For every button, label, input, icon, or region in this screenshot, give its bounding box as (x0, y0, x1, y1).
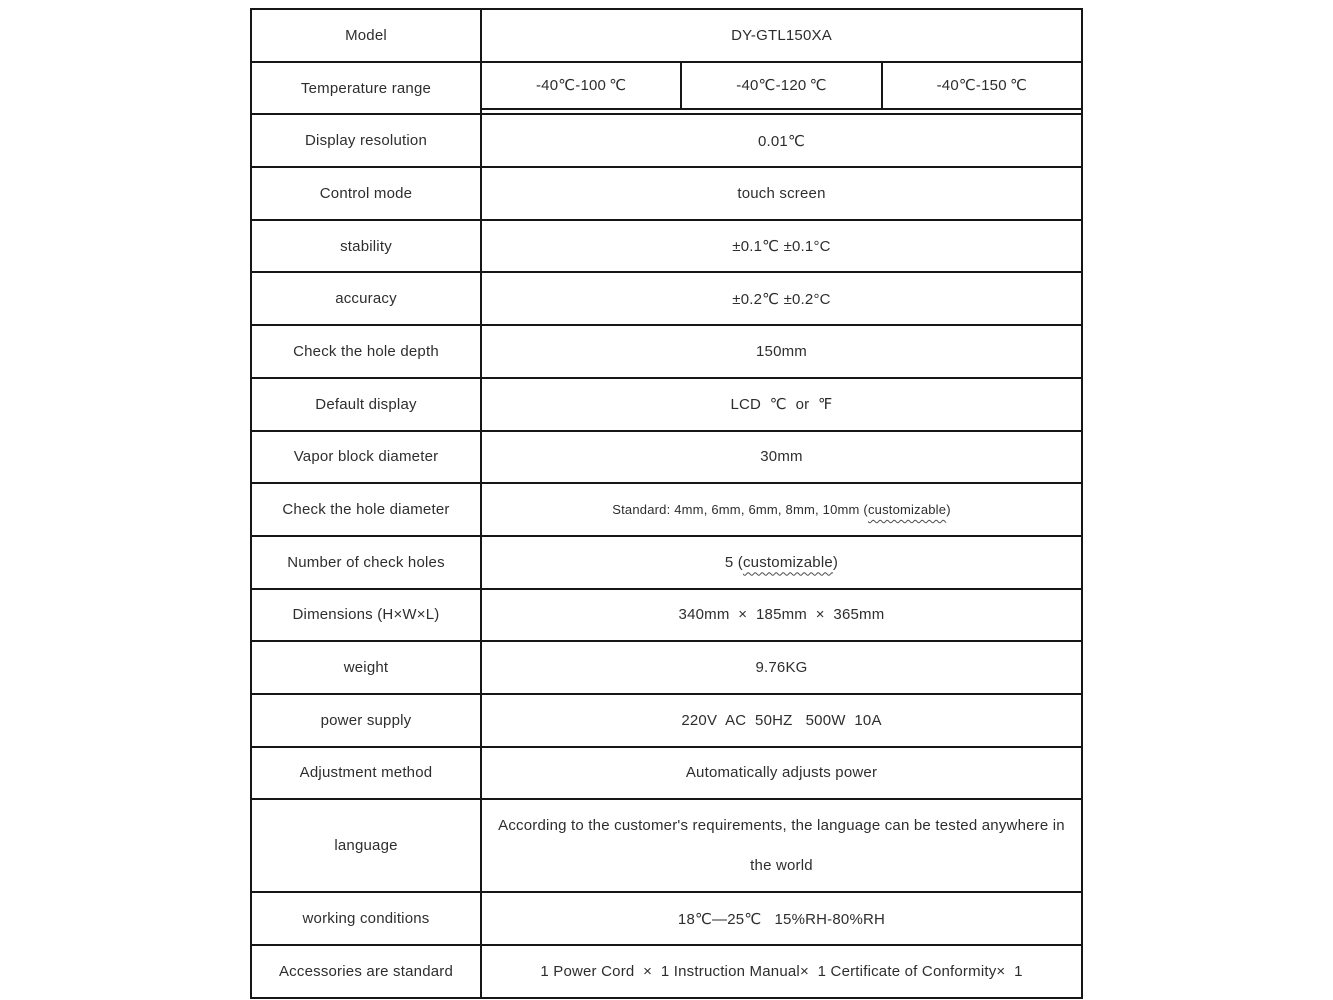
table-row (251, 167, 1082, 220)
table-row (251, 62, 1082, 115)
value-text: 30mm (760, 448, 803, 466)
value-text: DY-GTL150XA (731, 26, 832, 44)
value-text: Automatically adjusts power (685, 764, 878, 782)
row-value (881, 63, 1081, 108)
table-row (251, 272, 1082, 325)
table-row (251, 9, 1082, 62)
value-text: -40℃-150 ℃ (936, 77, 1028, 95)
value-text: Standard: 4mm, 6mm, 6mm, 8mm, 10mm ( (612, 502, 868, 518)
row-label: Model (251, 9, 481, 62)
table-row (251, 694, 1082, 747)
table-row (251, 799, 1082, 892)
row-value (481, 536, 1082, 589)
row-value (680, 63, 880, 108)
value-text: 150mm (755, 342, 808, 360)
value-text: -40℃-100 ℃ (535, 77, 627, 95)
spec-table-container (250, 8, 1081, 999)
row-value (481, 945, 1082, 998)
row-value-group (481, 62, 1082, 115)
value-text: touch screen (737, 184, 826, 202)
table-row (251, 536, 1082, 589)
table-row (251, 589, 1082, 642)
table-row (251, 747, 1082, 800)
value-text: LCD ℃ or ℉ (730, 396, 833, 414)
table-row (251, 114, 1082, 167)
row-value (481, 431, 1082, 484)
row-value (481, 641, 1082, 694)
row-value (481, 694, 1082, 747)
row-label: language (251, 799, 481, 892)
table-row (251, 325, 1082, 378)
row-label: Default display (251, 378, 481, 431)
row-label: Check the hole diameter (251, 483, 481, 536)
value-text: -40℃-120 ℃ (736, 77, 827, 95)
row-label: power supply (251, 694, 481, 747)
table-row (251, 378, 1082, 431)
value-text: ±0.1℃ ±0.1°C (732, 238, 831, 256)
row-value (481, 589, 1082, 642)
spec-table (250, 8, 1083, 999)
table-row (251, 641, 1082, 694)
value-text: 18℃—25℃ 15%RH-80%RH (677, 910, 886, 928)
row-label: Display resolution (251, 114, 481, 167)
row-label: Number of check holes (251, 536, 481, 589)
row-value (481, 483, 1082, 536)
row-label: Vapor block diameter (251, 431, 481, 484)
row-label: stability (251, 220, 481, 273)
value-text: ) (946, 502, 951, 518)
row-label: Temperature range (251, 62, 481, 115)
table-row (251, 220, 1082, 273)
value-text: 1 Power Cord × 1 Instruction Manual× 1 Certificate of Conformity× 1 (540, 962, 1023, 980)
spec-table-body (251, 9, 1082, 998)
row-value (482, 63, 680, 108)
value-text: 220V AC 50HZ 500W 10A (681, 711, 882, 729)
value-text: According to the customer's requirements, the language can be tested anywhere in the world (498, 816, 1070, 874)
temperature-options (482, 63, 1081, 110)
table-row (251, 945, 1082, 998)
value-text: 9.76KG (755, 659, 808, 677)
row-label: accuracy (251, 272, 481, 325)
row-label: Check the hole depth (251, 325, 481, 378)
table-row (251, 483, 1082, 536)
row-value (481, 220, 1082, 273)
value-text: 5 ( (724, 553, 743, 571)
row-value (481, 114, 1082, 167)
row-value (481, 325, 1082, 378)
row-label: Adjustment method (251, 747, 481, 800)
value-text: 0.01℃ (757, 132, 806, 150)
row-value (481, 747, 1082, 800)
row-label: Accessories are standard (251, 945, 481, 998)
row-value (481, 378, 1082, 431)
value-text: 340mm × 185mm × 365mm (678, 606, 885, 624)
row-value (481, 272, 1082, 325)
value-text: ) (832, 553, 839, 571)
row-value (481, 892, 1082, 945)
value-text: ±0.2℃ ±0.2°C (732, 290, 831, 308)
row-value (481, 167, 1082, 220)
wavy-underline-text: customizable (742, 553, 833, 571)
row-label: working conditions (251, 892, 481, 945)
row-label: weight (251, 641, 481, 694)
row-label: Control mode (251, 167, 481, 220)
row-value (481, 9, 1082, 62)
row-value (481, 799, 1082, 892)
table-row (251, 892, 1082, 945)
row-label: Dimensions (H×W×L) (251, 589, 481, 642)
wavy-underline-text: customizable (867, 502, 947, 518)
table-row (251, 431, 1082, 484)
